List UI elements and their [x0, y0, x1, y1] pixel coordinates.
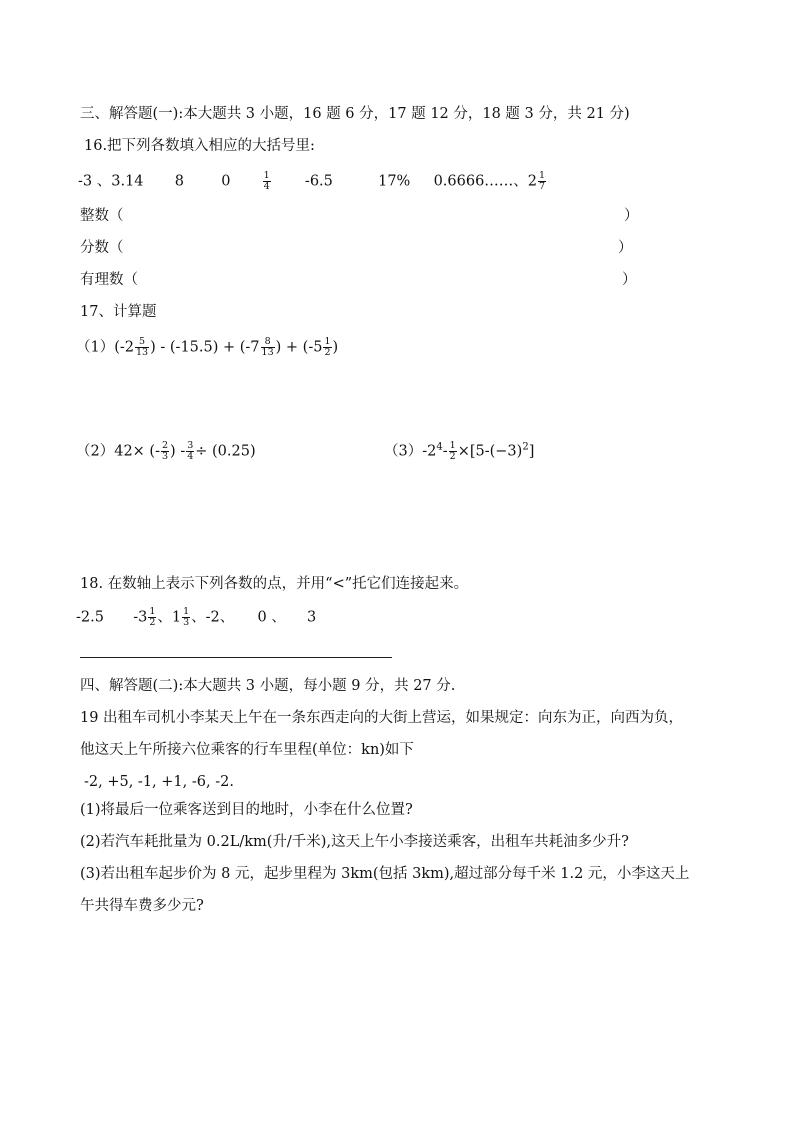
exponent: 4: [436, 441, 443, 453]
number-item: -3 、3.14: [78, 173, 144, 190]
expr-text: ×[5-(−3): [457, 443, 523, 460]
section-4-heading: 四、解答题(二):本大题共 3 小题，每小题 9 分，共 27 分.: [80, 678, 456, 694]
number-item: 0: [221, 173, 231, 190]
question-16-prompt: 16.把下列各数填入相应的大括号里:: [84, 138, 315, 154]
question-16-numbers: [78, 171, 547, 193]
rationals-label: 有理数（: [80, 272, 138, 288]
fraction: $\frac{5}{13}$: [136, 336, 149, 358]
expr-text: -: [442, 443, 448, 460]
question-19-sub-2: (2)若汽车耗批量为 0.2L/km(升/千米),这天上午小李接送乘客，出租车共耗油多少升?: [80, 834, 629, 850]
fraction: $\frac{8}{13}$: [261, 336, 274, 358]
number-item: 3: [307, 609, 317, 626]
question-18-numbers: [76, 607, 316, 631]
expr-text: ) + (-5: [275, 339, 323, 356]
number-item: 17%: [378, 173, 411, 190]
expr-text: （1）(-2: [76, 339, 135, 356]
fraction: $\frac{1}{3}$: [183, 606, 190, 628]
question-17-title: 17、计算题: [80, 304, 157, 320]
fraction: $\frac{1}{2}$: [449, 440, 456, 462]
question-19-line-2: 他这天上午所接六位乘客的行车里程(单位：kn)如下: [80, 742, 414, 758]
number-item: -6.5: [304, 173, 333, 190]
integers-row: [80, 207, 640, 225]
expr-text: ) -: [170, 443, 186, 460]
number-item: 、-2、: [191, 609, 235, 626]
question-19-sub-3a: (3)若出租车起步价为 8 元，起步里程为 3km(包括 3km),超过部分每千米 1.2 元，小李这天上: [80, 866, 690, 882]
question-19-sub-1: (1)将最后一位乘客送到目的地时，小李在什么位置?: [80, 802, 413, 818]
question-19-data: -2, +5, -1, +1, -6, -2.: [84, 774, 234, 790]
fraction: $\frac{1}{2}$: [149, 606, 156, 628]
divider-line: [80, 657, 392, 658]
question-19-line-1: 19 出租车司机小李某天上午在一条东西走向的大街上营运，如果规定：向东为正，向西为负，: [80, 710, 684, 726]
question-18-prompt: 18. 在数轴上表示下列各数的点，并用“<”托它们连接起来。: [80, 576, 469, 592]
question-19-sub-3b: 午共得车费多少元?: [80, 898, 204, 914]
rationals-row: [80, 271, 640, 289]
expr-text: ]: [528, 443, 535, 460]
section-3-heading: 三、解答题(一):本大题共 3 小题，16 题 6 分，17 题 12 分，18 题 3 分，共 21 分): [80, 106, 630, 122]
problem-17-1: [76, 337, 338, 361]
fractions-row: [80, 239, 640, 257]
close-paren: ）: [624, 208, 639, 224]
close-paren: ）: [618, 240, 633, 256]
number-item: 、1: [157, 609, 182, 626]
fraction: $\frac{1}{4}$: [263, 170, 270, 192]
close-paren: ）: [622, 272, 637, 288]
exponent: 2: [522, 441, 529, 453]
expr-text: ): [332, 339, 339, 356]
fraction: $\frac{1}{7}$: [539, 170, 546, 192]
integers-label: 整数（: [80, 208, 124, 224]
expr-text: （3）-2: [384, 443, 437, 460]
fraction: $\frac{3}{4}$: [187, 440, 194, 462]
fraction: $\frac{1}{2}$: [324, 336, 331, 358]
fractions-label: 分数（: [80, 240, 124, 256]
problem-17-3: [384, 441, 534, 465]
number-item: 0 、: [257, 609, 286, 626]
number-item: 0.6666……、2: [433, 173, 538, 190]
expr-text: （2）42× (-: [76, 443, 160, 460]
number-item: -2.5: [76, 609, 104, 626]
number-item: -3: [133, 609, 148, 626]
problem-17-2: [76, 441, 256, 465]
expr-text: ) - (-15.5) + (-7: [150, 339, 260, 356]
number-item: 8: [174, 173, 184, 190]
expr-text: ÷ (0.25): [195, 443, 256, 460]
fraction: $\frac{2}{3}$: [162, 440, 169, 462]
